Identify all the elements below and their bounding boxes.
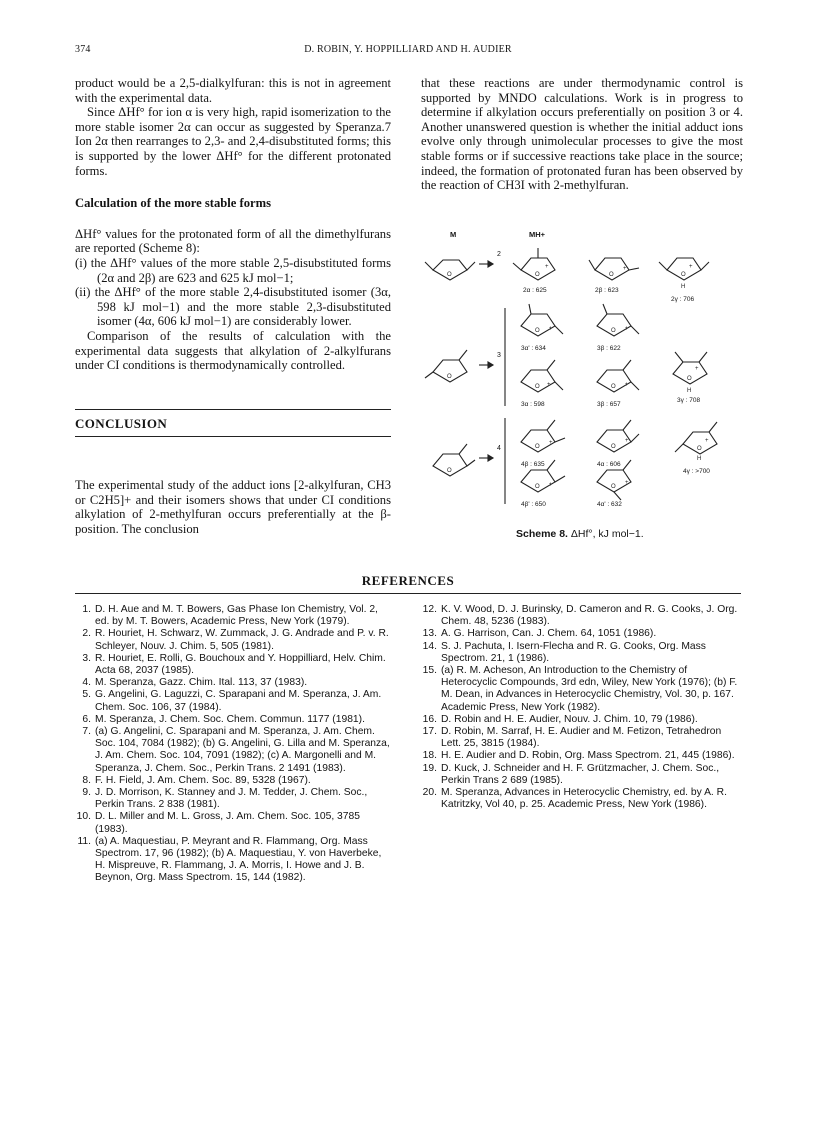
scheme-arrow-label: 2 — [497, 251, 501, 258]
svg-text:O: O — [447, 272, 452, 278]
reference-item — [75, 811, 393, 835]
reference-number: 6. — [82, 713, 91, 725]
svg-text:+: + — [547, 382, 551, 388]
reference-item — [75, 604, 393, 628]
references-right-column — [421, 604, 743, 811]
scheme-energy-label: 3γ : 708 — [677, 397, 701, 404]
scheme-arrow-label: 3 — [497, 352, 501, 359]
scheme-caption-label: Scheme 8. — [516, 528, 568, 540]
reference-item — [75, 653, 393, 677]
scheme-energy-label: 2α : 625 — [523, 287, 547, 294]
reference-text: D. Robin, M. Sarraf, H. E. Audier and M. Fetizon, Tetrahedron Lett. 25, 3815 (1984). — [441, 726, 722, 750]
references-rule — [75, 593, 741, 594]
right-column — [421, 76, 743, 193]
reference-text: G. Angelini, G. Laguzzi, C. Sparapani and M. Speranza, J. Am. Chem. Soc. 106, 37 (1984). — [95, 689, 382, 713]
reference-item — [75, 689, 393, 713]
paragraph: product would be a 2,5-dialkylfuran: this is not in agreement with the experimental data. — [75, 76, 391, 105]
references-left-column — [75, 604, 393, 885]
scheme-energy-label: 2β : 623 — [595, 287, 619, 294]
svg-text:O: O — [535, 384, 540, 390]
reference-number: 17. — [422, 726, 437, 738]
reference-number: 20. — [422, 787, 437, 799]
svg-text:+: + — [545, 264, 549, 270]
svg-text:O: O — [687, 376, 692, 382]
svg-text:H: H — [681, 284, 686, 290]
svg-text:H: H — [687, 388, 692, 394]
scheme-energy-label: 2γ : 706 — [671, 296, 695, 303]
reference-text: (a) R. M. Acheson, An Introduction to the Chemistry of Heterocyclic Compounds, 3rd edn, Wiley, New York (1976); (b) F. M. Dean, in Advances in Heterocyclic Chemistry, Vol. 30, p. 167. Academic Press, New York (1982). — [441, 665, 738, 713]
scheme-energy-label: 3α' : 634 — [521, 345, 546, 352]
reference-item — [75, 787, 393, 811]
scheme-caption-text: ΔHf°, kJ mol−1. — [570, 528, 644, 540]
svg-text:+: + — [705, 438, 709, 444]
conclusion-text: The experimental study of the adduct ions [2-alkylfuran, CH3 or C2H5]+ and their isomers shows that under CI conditions alkylation of 2-methylfuran occurs preferentially at the β-position. The conclusion — [75, 478, 391, 536]
reference-number: 9. — [82, 787, 91, 799]
svg-text:+: + — [549, 326, 553, 332]
reference-number: 4. — [82, 677, 91, 689]
reference-number: 8. — [82, 774, 91, 786]
svg-text:+: + — [695, 366, 699, 372]
scheme-drawing — [421, 208, 743, 528]
svg-text:+: + — [625, 438, 629, 444]
scheme-col-label: MH+ — [529, 230, 546, 239]
scheme-arrow-label: 4 — [497, 445, 501, 452]
reference-item — [421, 641, 743, 665]
scheme-energy-label: 4β' : 650 — [521, 501, 546, 508]
reference-number: 19. — [422, 762, 437, 774]
reference-item — [421, 787, 743, 811]
scheme-energy-label: 4α' : 632 — [597, 501, 622, 508]
reference-number: 18. — [422, 750, 437, 762]
reference-number: 16. — [422, 713, 437, 725]
scheme-energy-label: 3β : 622 — [597, 345, 621, 352]
svg-text:O: O — [611, 444, 616, 450]
reference-text: F. H. Field, J. Am. Chem. Soc. 89, 5328 (1967). — [95, 774, 311, 786]
reference-item — [75, 628, 393, 652]
svg-text:+: + — [625, 382, 629, 388]
reference-item — [421, 604, 743, 628]
reference-item — [75, 677, 393, 689]
svg-text:O: O — [611, 484, 616, 490]
reference-text: R. Houriet, H. Schwarz, W. Zummack, J. G. Andrade and P. v. R. Schleyer, Nouv. J. Chim. 5, 505 (1981). — [95, 628, 389, 652]
reference-number: 2. — [82, 628, 91, 640]
reference-text: M. Speranza, J. Chem. Soc. Chem. Commun. 1177 (1981). — [95, 713, 365, 725]
section-rule-bottom — [75, 436, 391, 437]
reference-item — [421, 628, 743, 640]
section-rule-top — [75, 409, 391, 410]
svg-text:O: O — [697, 446, 702, 452]
svg-text:O: O — [447, 374, 452, 380]
reference-number: 15. — [422, 665, 437, 677]
reference-text: (a) G. Angelini, C. Sparapani and M. Speranza, J. Am. Chem. Soc. 104, 7084 (1982); (b) G. Angelini, G. Lilla and M. Speranza, J. Am. Chem. Soc. 104, 7091 (1982); (c) A. Margonelli and M. Speranza, J. Chem. Soc., Perkin Trans. 2 1491 (1983). — [95, 726, 390, 774]
reference-item — [75, 714, 393, 726]
svg-text:+: + — [623, 266, 627, 272]
reference-number: 7. — [82, 726, 91, 738]
reference-number: 12. — [422, 604, 437, 615]
reference-text: (a) A. Maquestiau, P. Meyrant and R. Flammang, Org. Mass Spectrom. 17, 96 (1982); (b) A. Maquestiau, Y. von Haverbeke, H. Mispreuve, R. Flammang, J. A. Morris, I. Howe and J. B. Beynon, Org. Mass Spectrom. 15, 144 (1982). — [95, 835, 382, 884]
svg-text:+: + — [625, 480, 629, 486]
svg-text:O: O — [611, 328, 616, 334]
reference-number: 1. — [82, 604, 91, 615]
reference-text: J. D. Morrison, K. Stanney and J. M. Tedder, J. Chem. Soc., Perkin Trans. 2 838 (1981). — [95, 787, 368, 811]
paragraph: Since ΔHf° for ion α is very high, rapid isomerization to the more stable isomer 2α can occur as suggested by Speranza.7 Ion 2α then rearranges to 2,3- and 2,4-disubstituted forms; this is supported by the lower ΔHf° for the different protonated forms. — [75, 105, 391, 178]
reference-number: 13. — [422, 628, 437, 640]
svg-text:O: O — [535, 484, 540, 490]
conclusion-heading: CONCLUSION — [75, 416, 168, 431]
reference-text: S. J. Pachuta, I. Isern-Flecha and R. G. Cooks, Org. Mass Spectrom. 21, 1 (1986). — [441, 640, 706, 664]
svg-text:+: + — [625, 326, 629, 332]
reference-text: D. H. Aue and M. T. Bowers, Gas Phase Ion Chemistry, Vol. 2, ed. by M. T. Bowers, Academic Press, New York (1979). — [95, 604, 378, 628]
reference-text: A. G. Harrison, Can. J. Chem. 64, 1051 (1986). — [441, 628, 657, 640]
left-column — [75, 76, 391, 373]
reference-item — [421, 750, 743, 762]
reference-text: D. Kuck, J. Schneider and H. F. Grützmacher, J. Chem. Soc., Perkin Trans 2 689 (1985). — [441, 762, 720, 786]
list-item: (i) the ΔHf° values of the more stable 2,5-disubstituted forms (2α and 2β) are 623 and 625 kJ mol−1; — [75, 255, 391, 285]
svg-text:O: O — [609, 272, 614, 278]
reference-item — [421, 726, 743, 750]
svg-text:O: O — [681, 272, 686, 278]
running-head — [75, 44, 741, 60]
reference-text: M. Speranza, Gazz. Chim. Ital. 113, 37 (1983). — [95, 677, 308, 689]
list-item: (ii) the ΔHf° of the more stable 2,4-disubstituted isomer (3α, 598 kJ mol−1) and the more stable 2,3-disubstituted isomer (4α, 606 kJ mol−1) are considerably lower. — [75, 285, 391, 329]
scheme-energy-label: 4β : 635 — [521, 461, 545, 468]
conclusion-column — [75, 478, 391, 536]
reference-text: R. Houriet, E. Rolli, G. Bouchoux and Y. Hoppilliard, Helv. Chim. Acta 68, 2037 (1985). — [95, 652, 386, 677]
paragraph: that these reactions are under thermodynamic control is supported by MNDO calculations. Work is in progress to determine if alkylation occurs preferentially on position 3 or 4. Another unanswered question is whether the initial adduct ions evolve only through unimolecular processes to give the most stable forms or if successive reactions take place in the source; indeed, the formation of protonated furan has been observed by the reaction of CH3I with 2-methylfuran. — [421, 76, 743, 193]
scheme-energy-label: 3β : 657 — [597, 401, 621, 408]
reference-text: H. E. Audier and D. Robin, Org. Mass Spectrom. 21, 445 (1986). — [441, 750, 735, 762]
reference-number: 5. — [82, 689, 91, 701]
reference-item — [75, 775, 393, 787]
svg-text:O: O — [611, 384, 616, 390]
section-subheading: Calculation of the more stable forms — [75, 196, 271, 211]
reference-number: 3. — [82, 652, 91, 664]
reference-text: M. Speranza, Advances in Heterocyclic Chemistry, ed. by A. R. Katritzky, Vol 40, p. 25. Academic Press, New York (1986). — [441, 787, 727, 811]
svg-text:O: O — [535, 444, 540, 450]
reference-number: 10. — [76, 811, 91, 823]
reference-item — [421, 714, 743, 726]
paragraph: Comparison of the results of calculation with the experimental data suggests that alkylation of 2-alkylfurans under CI conditions is thermodynamically controlled. — [75, 328, 391, 373]
reference-number: 11. — [77, 835, 91, 847]
scheme-energy-label: 3α : 598 — [521, 401, 545, 408]
svg-text:+: + — [549, 482, 553, 488]
reference-text: D. L. Miller and M. L. Gross, J. Am. Chem. Soc. 105, 3785 (1983). — [95, 811, 360, 835]
page-number: 374 — [75, 44, 91, 55]
svg-text:O: O — [535, 328, 540, 334]
paragraph: ΔHf° values for the protonated form of all the dimethylfurans are reported (Scheme 8): — [75, 226, 391, 256]
svg-text:O: O — [447, 468, 452, 474]
header-authors: D. ROBIN, Y. HOPPILLIARD AND H. AUDIER — [304, 44, 512, 55]
scheme-energy-label: 4γ : >700 — [683, 468, 710, 475]
scheme-caption — [516, 528, 644, 540]
scheme-figure — [421, 208, 743, 548]
reference-text: D. Robin and H. E. Audier, Nouv. J. Chim. 10, 79 (1986). — [441, 713, 698, 725]
svg-text:+: + — [549, 440, 553, 446]
reference-item — [421, 763, 743, 787]
reference-item — [75, 726, 393, 775]
reference-item — [75, 836, 393, 885]
svg-text:O: O — [535, 272, 540, 278]
scheme-energy-label: 4α : 606 — [597, 461, 621, 468]
scheme-col-label: M — [450, 230, 457, 239]
reference-item — [421, 665, 743, 714]
svg-text:+: + — [689, 264, 693, 270]
svg-text:H: H — [697, 456, 702, 462]
references-title: REFERENCES — [361, 573, 455, 588]
reference-number: 14. — [422, 640, 437, 652]
reference-text: K. V. Wood, D. J. Burinsky, D. Cameron and R. G. Cooks, J. Org. Chem. 48, 5236 (1983). — [441, 604, 738, 628]
